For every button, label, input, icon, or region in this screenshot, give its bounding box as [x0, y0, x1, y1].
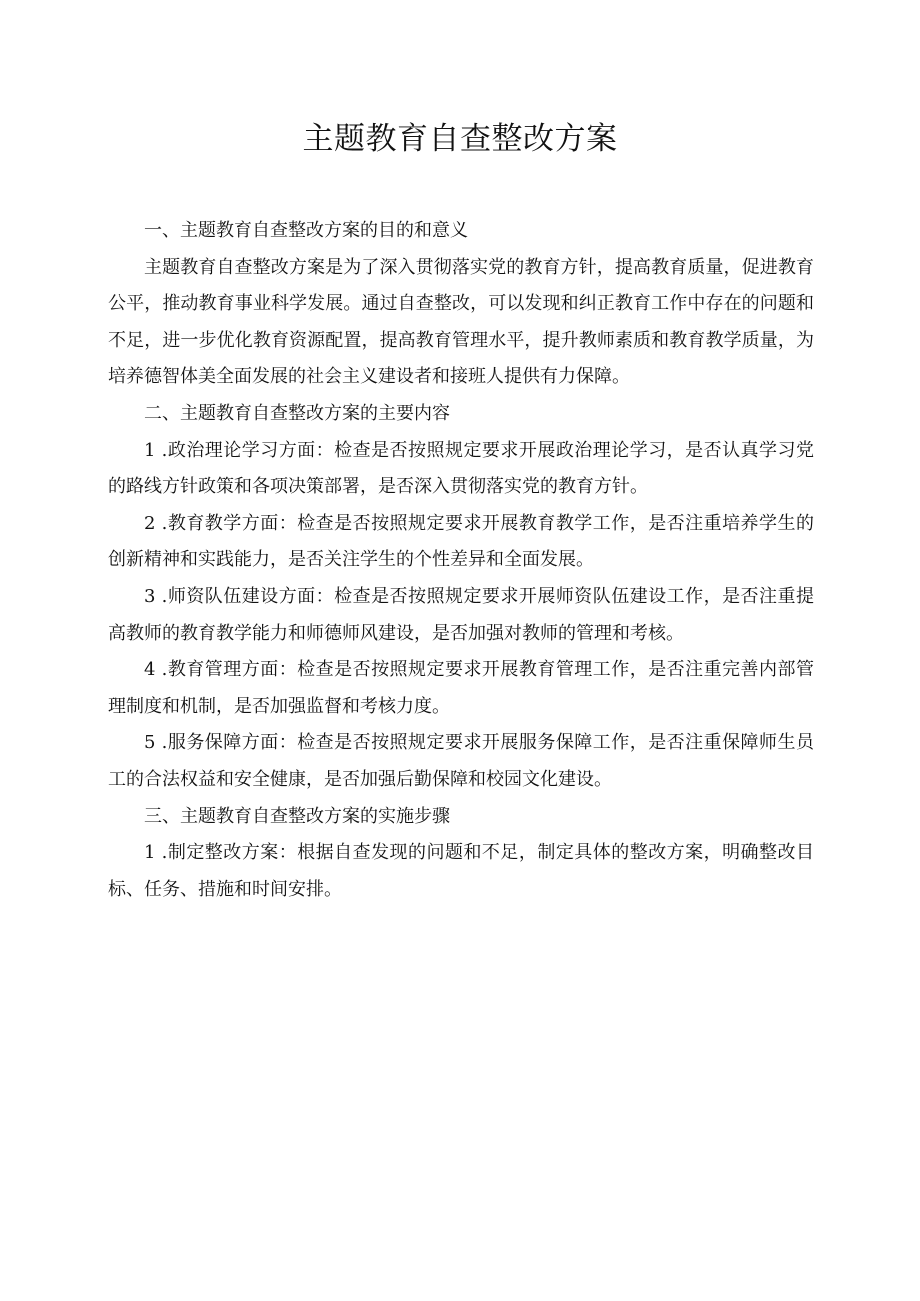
document-title: 主题教育自查整改方案 [302, 121, 618, 157]
list-item-teaching: 2 .教育教学方面：检查是否按照规定要求开展教育教学工作，是否注重培养学生的创新精神和实践能力，是否关注学生的个性差异和全面发展。 [108, 512, 814, 571]
list-item-plan: 1 .制定整改方案：根据自查发现的问题和不足，制定具体的整改方案，明确整改目标、任务、措施和时间安排。 [108, 842, 814, 900]
section-heading-2: 二、主题教育自查整改方案的主要内容 [144, 402, 450, 424]
list-item-staff: 3 .师资队伍建设方面：检查是否按照规定要求开展师资队伍建设工作，是否注重提高教师的教育教学能力和师德师风建设，是否加强对教师的管理和考核。 [108, 585, 814, 644]
section-heading-1: 一、主题教育自查整改方案的目的和意义 [144, 220, 468, 241]
list-item-management: 4 .教育管理方面：检查是否按照规定要求开展教育管理工作，是否注重完善内部管理制度和机制，是否加强监督和考核力度。 [108, 659, 814, 717]
list-item-politics: 1 .政治理论学习方面：检查是否按照规定要求开展政治理论学习，是否认真学习党的路线方针政策和各项决策部署，是否深入贯彻落实党的教育方针。 [108, 439, 814, 498]
document-body [108, 213, 814, 908]
list-item-service: 5 .服务保障方面：检查是否按照规定要求开展服务保障工作，是否注重保障师生员工的合法权益和安全健康，是否加强后勤保障和校园文化建设。 [108, 732, 814, 790]
paragraph-purpose: 主题教育自查整改方案是为了深入贯彻落实党的教育方针，提高教育质量，促进教育公平，推动教育事业科学发展。通过自查整改，可以发现和纠正教育工作中存在的问题和不足，进一步优化教育资源配置，提高教育管理水平，提升教师素质和教育教学质量，为培养德智体美全面发展的社会主义建设者和接班人提供有力保障。 [108, 256, 814, 388]
section-heading-3: 三、主题教育自查整改方案的实施步骤 [144, 805, 450, 827]
